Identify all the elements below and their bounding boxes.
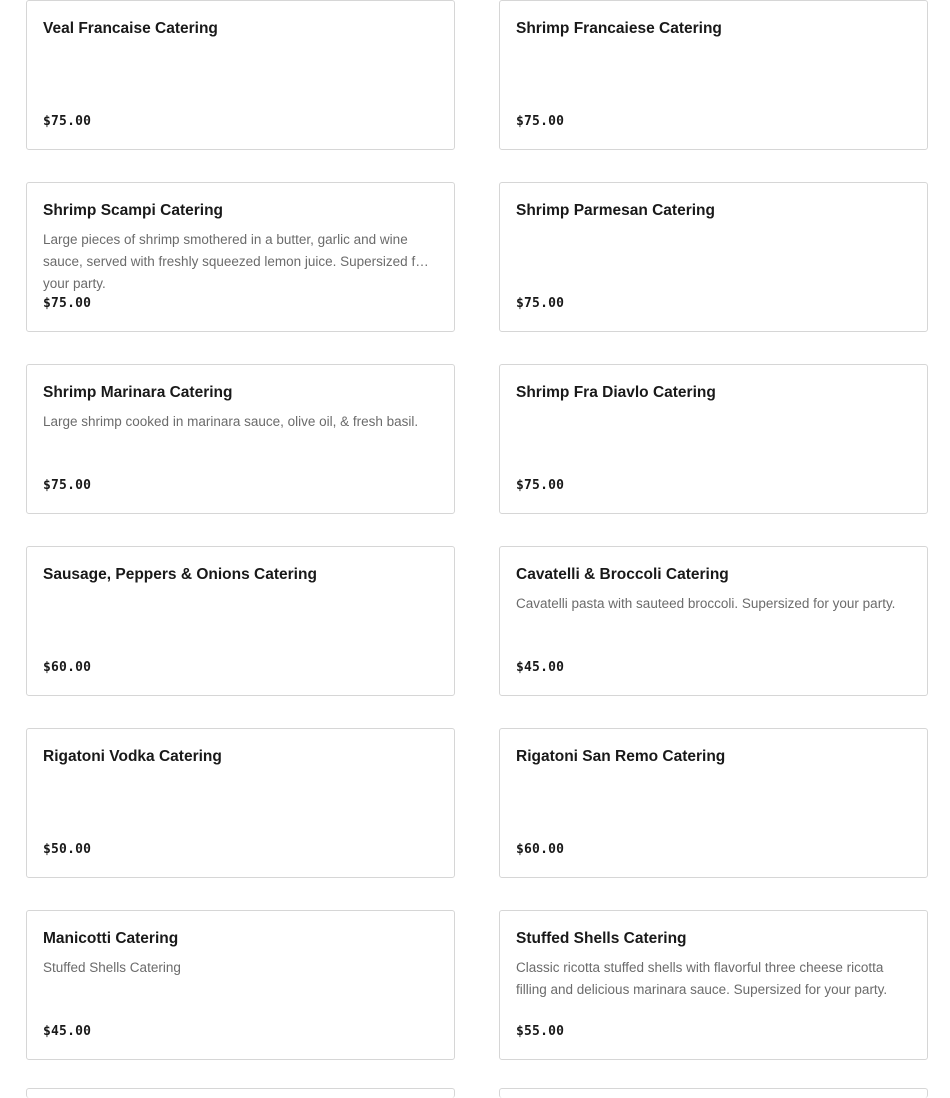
menu-item-card[interactable] xyxy=(26,910,455,1060)
menu-item-name: Shrimp Fra Diavlo Catering xyxy=(516,384,716,401)
menu-item-price: $50.00 xyxy=(43,842,92,857)
menu-item-card[interactable] xyxy=(26,0,455,150)
menu-item-card[interactable] xyxy=(26,728,455,878)
menu-item-price: $75.00 xyxy=(43,296,92,311)
menu-item-description: Large shrimp cooked in marinara sauce, olive oil, & fresh basil. xyxy=(43,414,419,429)
menu-item-card[interactable] xyxy=(499,728,928,878)
menu-item-price: $75.00 xyxy=(43,478,92,493)
menu-item-card[interactable] xyxy=(499,182,928,332)
menu-item-price: $60.00 xyxy=(516,842,565,857)
menu-item-name: Shrimp Francaiese Catering xyxy=(516,20,722,37)
menu-item-price: $75.00 xyxy=(516,114,565,129)
menu-item-description: Classic ricotta stuffed shells with flavorful three cheese ricotta filling and delicious marinara sauce. Supersized for your party. xyxy=(516,960,888,997)
menu-item-card-partial[interactable] xyxy=(499,1088,928,1098)
menu-item-name: Shrimp Marinara Catering xyxy=(43,384,233,401)
menu-item-card[interactable] xyxy=(499,364,928,514)
menu-item-name: Manicotti Catering xyxy=(43,930,179,947)
menu-item-card[interactable] xyxy=(499,0,928,150)
menu-item-name: Rigatoni San Remo Catering xyxy=(516,748,726,765)
menu-item-name: Sausage, Peppers & Onions Catering xyxy=(43,566,317,583)
menu-item-price: $75.00 xyxy=(516,296,565,311)
menu-item-price: $45.00 xyxy=(43,1024,92,1039)
menu-item-card[interactable] xyxy=(26,182,455,332)
menu-item-name: Shrimp Parmesan Catering xyxy=(516,202,715,219)
menu-item-name: Shrimp Scampi Catering xyxy=(43,202,224,219)
menu-item-price: $45.00 xyxy=(516,660,565,675)
menu-item-name: Veal Francaise Catering xyxy=(43,20,218,37)
menu-item-price: $75.00 xyxy=(516,478,565,493)
menu-item-price: $60.00 xyxy=(43,660,92,675)
menu-item-name: Cavatelli & Broccoli Catering xyxy=(516,566,729,583)
menu-item-price: $75.00 xyxy=(43,114,92,129)
menu-item-name: Stuffed Shells Catering xyxy=(516,930,687,947)
menu-item-name: Rigatoni Vodka Catering xyxy=(43,748,222,765)
menu-item-card[interactable] xyxy=(26,546,455,696)
menu-item-card[interactable] xyxy=(26,364,455,514)
menu-item-card-partial[interactable] xyxy=(26,1088,455,1098)
menu-item-card[interactable] xyxy=(499,546,928,696)
menu-item-description: Cavatelli pasta with sauteed broccoli. Supersized for your party. xyxy=(516,596,896,611)
menu-item-price: $55.00 xyxy=(516,1024,565,1039)
menu-item-card[interactable] xyxy=(499,910,928,1060)
menu-item-description: Stuffed Shells Catering xyxy=(43,960,181,975)
menu-item-description: Large pieces of shrimp smothered in a butter, garlic and wine sauce, served with freshly squeezed lemon juice. Supersized for your party. xyxy=(43,232,428,291)
